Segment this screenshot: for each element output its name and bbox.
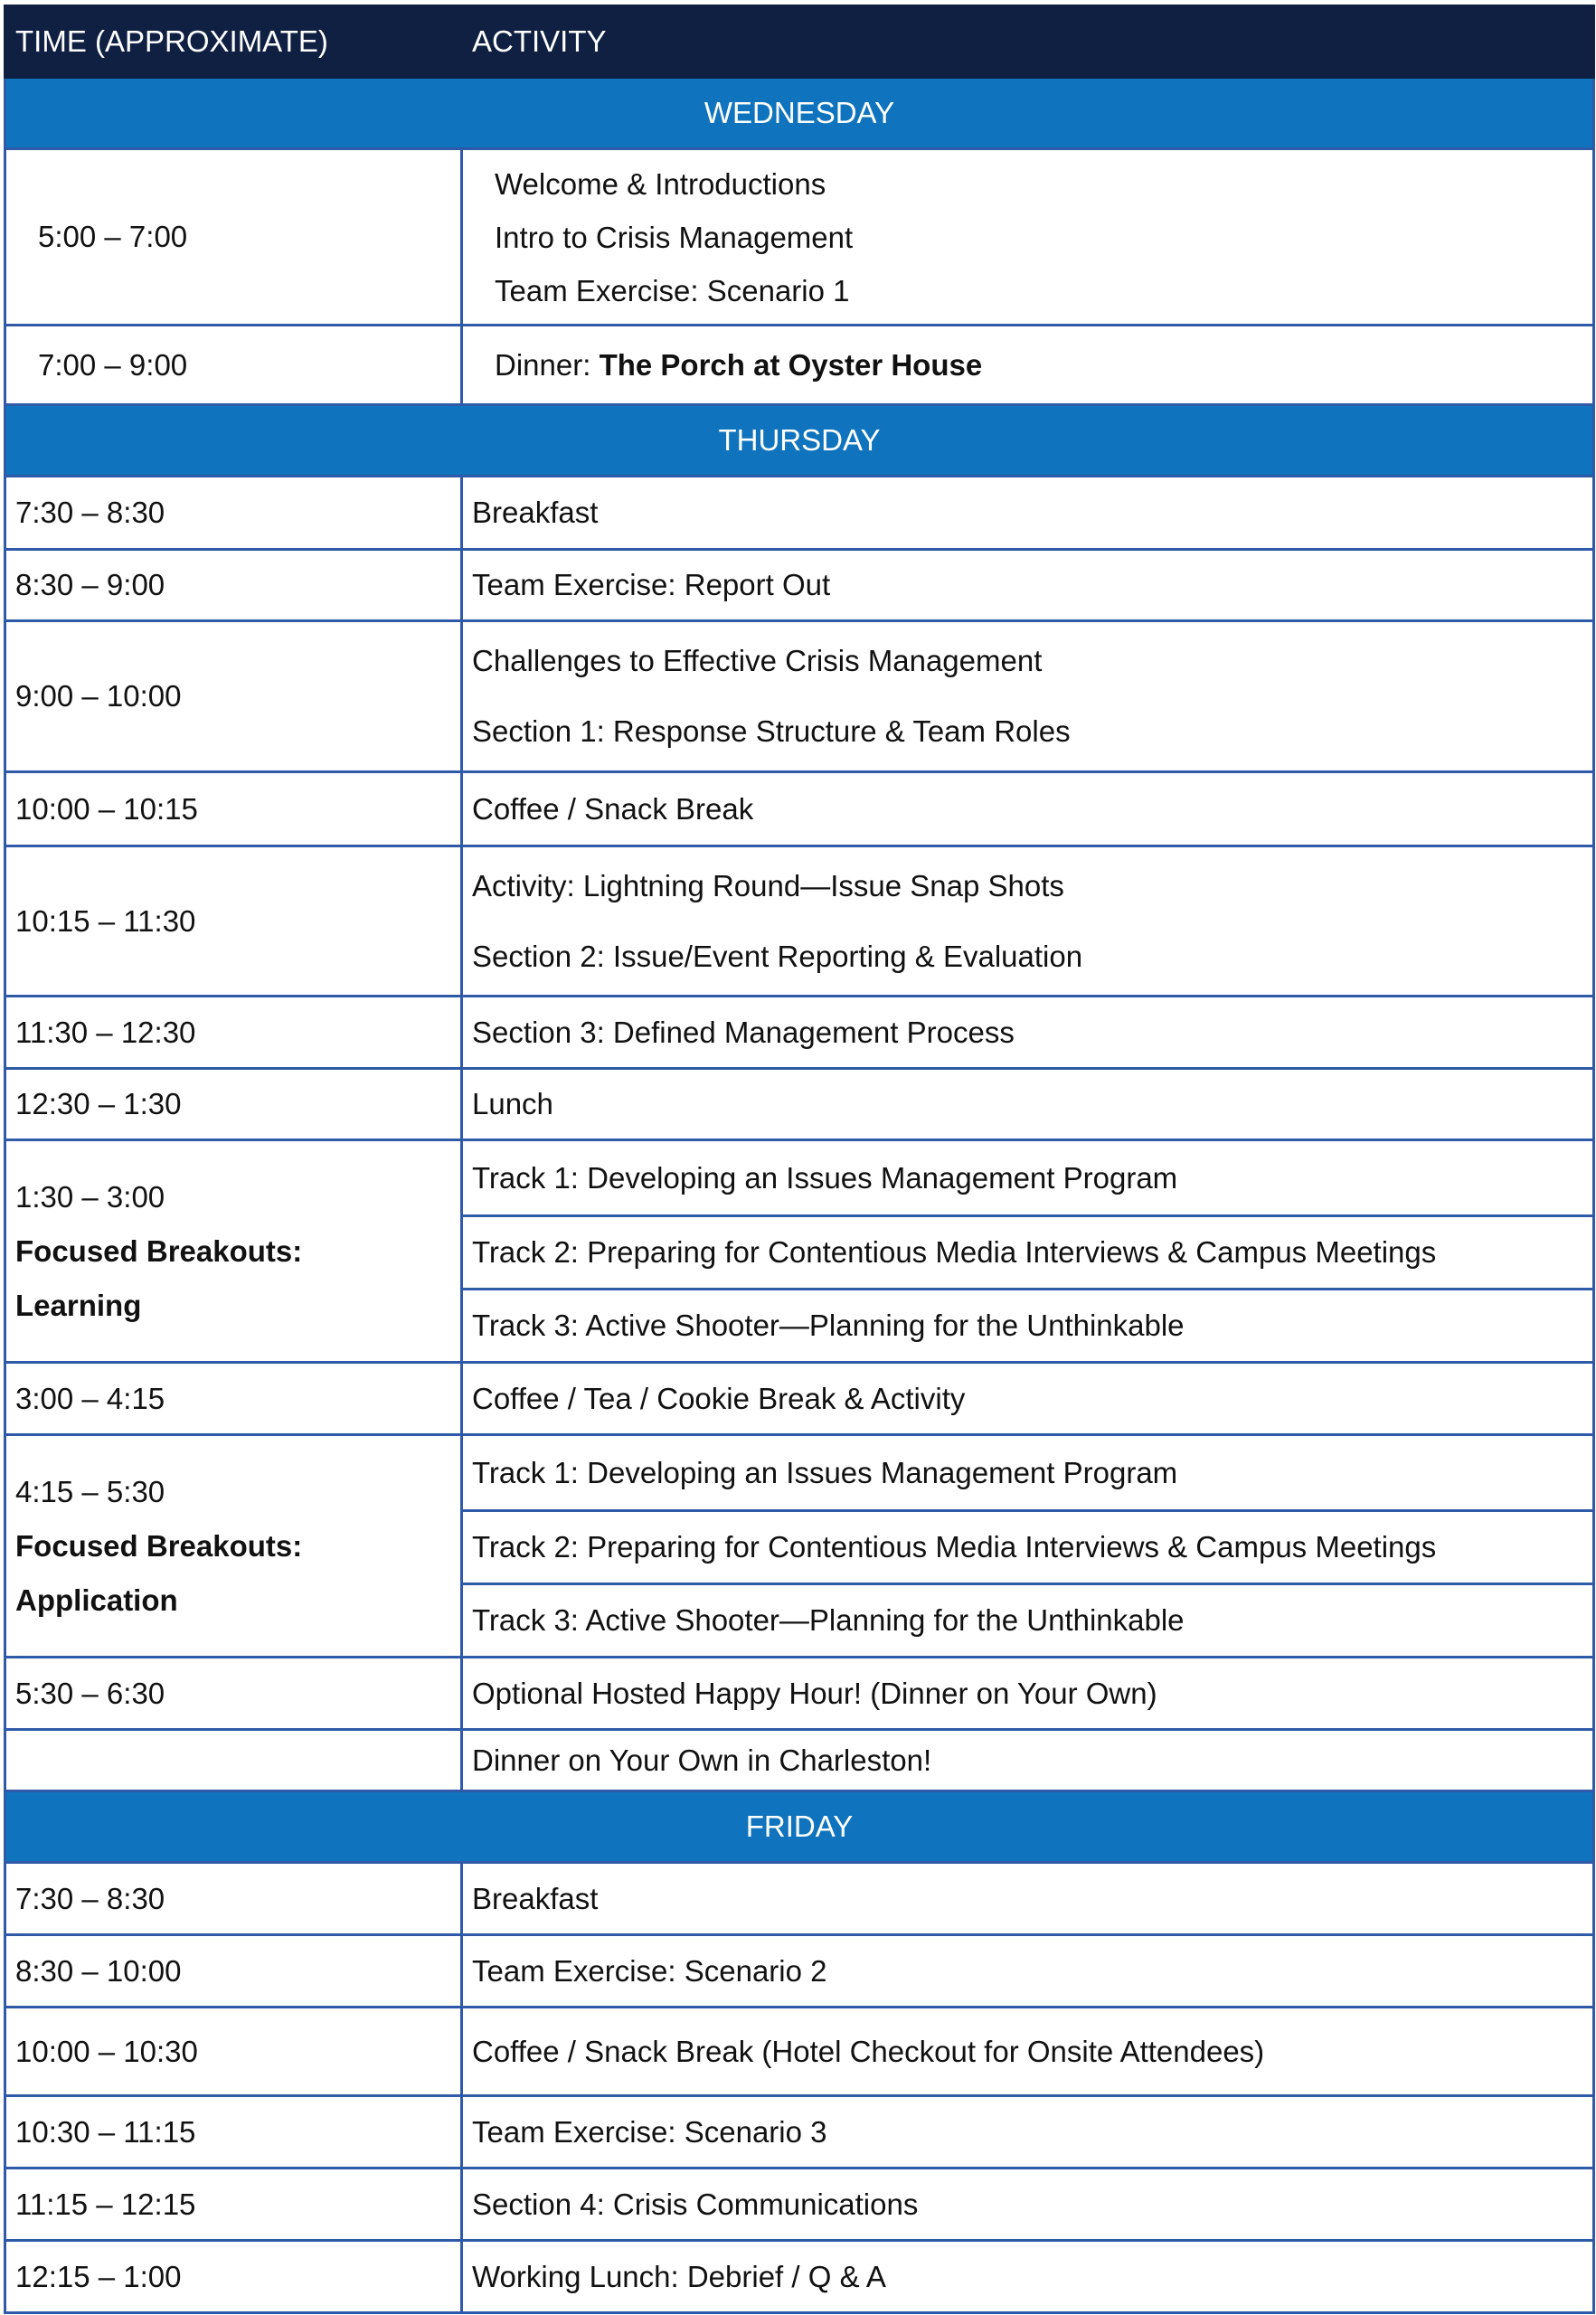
activity-line: Intro to Crisis Management (495, 220, 854, 254)
time-cell: 7:00 – 9:00 (5, 326, 462, 405)
time-cell: 5:30 – 6:30 (5, 1658, 462, 1730)
time-cell: 7:30 – 8:30 (5, 477, 462, 550)
activity-cell: Coffee / Snack Break (Hotel Checkout for Onsite Attendees) (462, 2008, 1594, 2096)
activity-cell: Breakfast (462, 477, 1594, 550)
track-row: Track 1: Developing an Issues Management Program (472, 1455, 1178, 1489)
activity-cell: Dinner on Your Own in Charleston! (462, 1730, 1594, 1791)
activity-cell: Section 4: Crisis Communications (462, 2169, 1594, 2241)
header-row (5, 6, 1594, 78)
breakout-label: Application (15, 1583, 178, 1617)
time-cell: 5:00 – 7:00 (5, 149, 462, 326)
breakout-label: Learning (15, 1288, 142, 1322)
activity-cell (462, 621, 1594, 772)
activity-cell: Optional Hosted Happy Hour! (Dinner on Your Own) (462, 1658, 1594, 1730)
time-cell: 12:15 – 1:00 (5, 2241, 462, 2313)
table-row (5, 1435, 1594, 1658)
time-cell: 10:00 – 10:15 (5, 772, 462, 846)
activity-cell: Team Exercise: Scenario 2 (462, 1935, 1594, 2008)
activity-cell: Section 3: Defined Management Process (462, 997, 1594, 1069)
table-row (5, 477, 1594, 550)
table-row (5, 2169, 1594, 2241)
table-row (5, 2096, 1594, 2169)
activity-line: Team Exercise: Scenario 1 (495, 273, 850, 307)
table-row (5, 846, 1594, 997)
track-row: Track 1: Developing an Issues Management Program (472, 1160, 1178, 1195)
activity-cell (462, 149, 1594, 326)
day-label: FRIDAY (5, 1791, 1594, 1863)
table-row (5, 1069, 1594, 1140)
table-row (5, 1863, 1594, 1935)
time-cell: 8:30 – 10:00 (5, 1935, 462, 2008)
breakout-label: Focused Breakouts: (15, 1528, 303, 1563)
table-row (5, 2008, 1594, 2096)
activity-line: Challenges to Effective Crisis Management (472, 644, 1043, 677)
table-row (5, 621, 1594, 772)
time-cell: 10:15 – 11:30 (5, 846, 462, 997)
day-row-friday (5, 1791, 1594, 1863)
activity-cell: Coffee / Snack Break (462, 772, 1594, 846)
activity-cell (462, 1435, 1594, 1658)
time-cell: 9:00 – 10:00 (5, 621, 462, 772)
activity-cell: Coffee / Tea / Cookie Break & Activity (462, 1363, 1594, 1435)
activity-line: Section 1: Response Structure & Team Roles (472, 714, 1071, 748)
table-row (5, 2241, 1594, 2313)
time-range: 1:30 – 3:00 (15, 1179, 165, 1214)
table-row (5, 149, 1594, 326)
day-row-thursday (5, 405, 1594, 477)
time-cell: 11:30 – 12:30 (5, 997, 462, 1069)
time-range: 4:15 – 5:30 (15, 1474, 165, 1508)
day-label: THURSDAY (5, 405, 1594, 477)
table-row (5, 1363, 1594, 1435)
agenda-table (4, 5, 1595, 2314)
time-cell (5, 1730, 462, 1791)
activity-cell (462, 1140, 1594, 1363)
day-label: WEDNESDAY (5, 78, 1594, 149)
table-row (5, 1935, 1594, 2008)
breakout-label: Focused Breakouts: (15, 1233, 303, 1268)
venue-name: The Porch at Oyster House (599, 347, 983, 382)
activity-line: Activity: Lightning Round—Issue Snap Shots (472, 868, 1064, 902)
time-cell (5, 1140, 462, 1363)
activity-prefix: Dinner: (495, 347, 600, 382)
time-cell: 3:00 – 4:15 (5, 1363, 462, 1435)
time-cell: 10:00 – 10:30 (5, 2008, 462, 2096)
table-row (5, 1658, 1594, 1730)
time-cell: 10:30 – 11:15 (5, 2096, 462, 2169)
activity-cell: Working Lunch: Debrief / Q & A (462, 2241, 1594, 2313)
time-cell: 12:30 – 1:30 (5, 1069, 462, 1140)
track-row: Track 3: Active Shooter—Planning for the Unthinkable (463, 1583, 1592, 1656)
time-cell: 11:15 – 12:15 (5, 2169, 462, 2241)
table-row (5, 326, 1594, 405)
activity-cell: Lunch (462, 1069, 1594, 1140)
day-row-wednesday (5, 78, 1594, 149)
activity-column-header: ACTIVITY (462, 6, 1594, 78)
activity-cell: Breakfast (462, 1863, 1594, 1935)
activity-cell: Team Exercise: Report Out (462, 550, 1594, 621)
time-cell: 8:30 – 9:00 (5, 550, 462, 621)
activity-cell (462, 846, 1594, 997)
table-row (5, 772, 1594, 846)
track-row: Track 2: Preparing for Contentious Media Interviews & Campus Meetings (463, 1509, 1592, 1583)
table-row (5, 1730, 1594, 1791)
activity-cell: Team Exercise: Scenario 3 (462, 2096, 1594, 2169)
activity-line: Section 2: Issue/Event Reporting & Evaluation (472, 939, 1083, 973)
table-row (5, 550, 1594, 621)
track-row: Track 3: Active Shooter—Planning for the Unthinkable (463, 1288, 1592, 1361)
time-column-header: TIME (APPROXIMATE) (5, 6, 462, 78)
table-row (5, 1140, 1594, 1363)
activity-cell (462, 326, 1594, 405)
track-row: Track 2: Preparing for Contentious Media Interviews & Campus Meetings (463, 1214, 1592, 1288)
time-cell: 7:30 – 8:30 (5, 1863, 462, 1935)
table-row (5, 997, 1594, 1069)
activity-line: Welcome & Introductions (495, 166, 826, 201)
time-cell (5, 1435, 462, 1658)
